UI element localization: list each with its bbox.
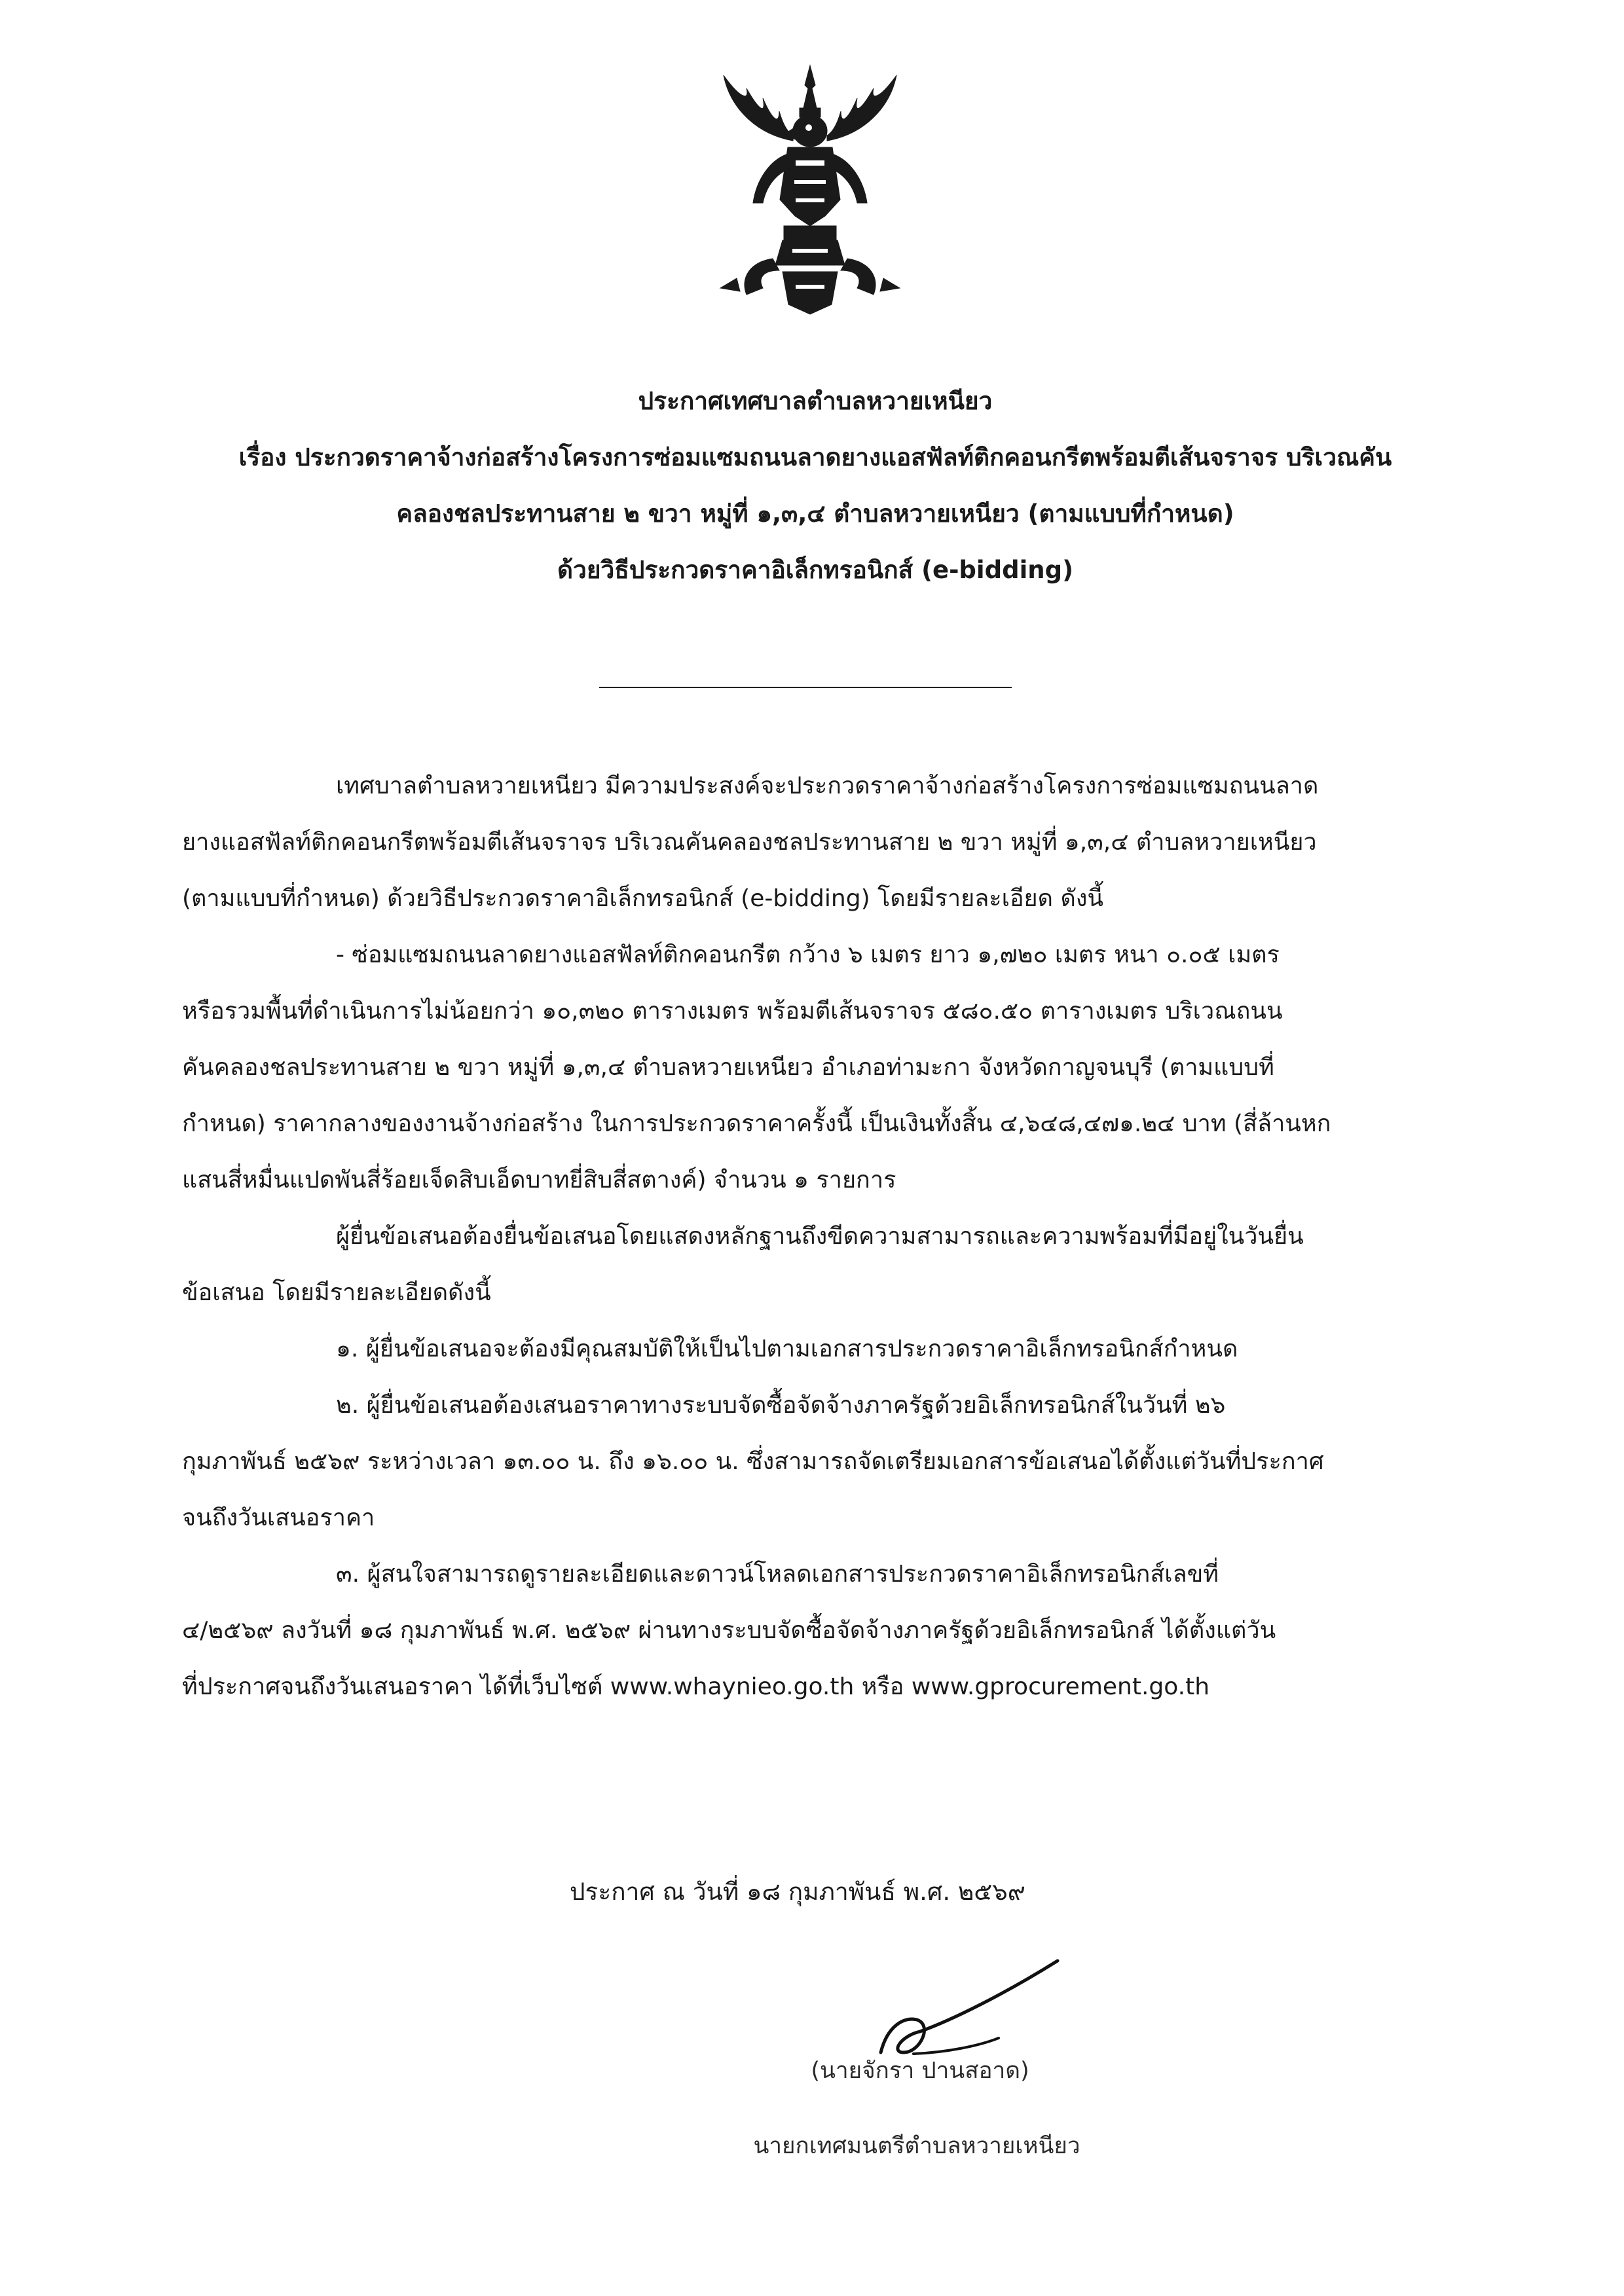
body-line: หรือรวมพื้นที่ดำเนินการไม่น้อยกว่า ๑๐,๓๒๐ ตารางเมตร พร้อมตีเส้นจราจร ๕๘๐.๕๐ ตารางเมตร บริเวณถนน [182,998,1283,1025]
subject-line: คลองชลประทานสาย ๒ ขวา หมู่ที่ ๑,๓,๔ ตำบลหวายเหนียว (ตามแบบที่กำหนด) [396,500,1234,528]
body-line: เทศบาลตำบลหวายเหนียว มีความประสงค์จะประกวดราคาจ้างก่อสร้างโครงการซ่อมแซมถนนลาด [336,773,1319,799]
body-line: - ซ่อมแซมถนนลาดยางแอสฟัลท์ติกคอนกรีต กว้าง ๖ เมตร ยาว ๑,๗๒๐ เมตร หนา ๐.๐๕ เมตร [336,941,1280,968]
body-line: ๓. ผู้สนใจสามารถดูรายละเอียดและดาวน์โหลดเอกสารประกวดราคาอิเล็กทรอนิกส์เลขที่ [336,1561,1219,1588]
announcement-title: ประกาศเทศบาลตำบลหวายเหนียว [638,387,993,415]
body-line: ๔/๒๕๖๙ ลงวันที่ ๑๘ กุมภาพันธ์ พ.ศ. ๒๕๖๙ ผ่านทางระบบจัดซื้อจัดจ้างภาครัฐด้วยอิเล็กทรอนิกส์ ได้ตั้งแต่วัน [182,1617,1276,1644]
signer-position: นายกเทศมนตรีตำบลหวายเหนียว [753,2133,1080,2159]
body-line: ๒. ผู้ยื่นข้อเสนอต้องเสนอราคาทางระบบจัดซื้อจัดจ้างภาครัฐด้วยอิเล็กทรอนิกส์ในวันที่ ๒๖ [336,1392,1226,1419]
body-line: แสนสี่หมื่นแปดพันสี่ร้อยเจ็ดสิบเอ็ดบาทยี่สิบสี่สตางค์) จำนวน ๑ รายการ [182,1167,896,1194]
body-line: ที่ประกาศจนถึงวันเสนอราคา ได้ที่เว็บไซต์ www.whaynieo.go.th หรือ www.gprocurement.go.th [182,1673,1210,1700]
body-line: กุมภาพันธ์ ๒๕๖๙ ระหว่างเวลา ๑๓.๐๐ น. ถึง ๑๖.๐๐ น. ซึ่งสามารถจัดเตรียมเอกสารข้อเสนอได้ตั้งแต่วันที่ประกาศ [182,1448,1324,1475]
document-title-block [151,373,1480,598]
subject-line: เรื่อง ประกวดราคาจ้างก่อสร้างโครงการซ่อมแซมถนนลาดยางแอสฟัลท์ติกคอนกรีตพร้อมตีเส้นจราจร บริเวณคัน [238,443,1392,471]
body-line: กำหนด) ราคากลางของงานจ้างก่อสร้าง ในการประกวดราคาครั้งนี้ เป็นเงินทั้งสิ้น ๔,๖๔๘,๔๗๑.๒๔ บาท (สี่ล้านหก [182,1110,1331,1137]
announcement-date: ประกาศ ณ วันที่ ๑๘ กุมภาพันธ์ พ.ศ. ๒๕๖๙ [570,1878,1025,1906]
body-line: ยางแอสฟัลท์ติกคอนกรีตพร้อมตีเส้นจราจร บริเวณคันคลองชลประทานสาย ๒ ขวา หมู่ที่ ๑,๓,๔ ตำบลหวายเหนียว [182,829,1317,856]
body-line: ข้อเสนอ โดยมีรายละเอียดดังนี้ [182,1279,491,1306]
body-line: (ตามแบบที่กำหนด) ด้วยวิธีประกวดราคาอิเล็กทรอนิกส์ (e-bidding) โดยมีรายละเอียด ดังนี้ [182,885,1104,912]
garuda-emblem-icon [710,62,910,318]
body-line: คันคลองชลประทานสาย ๒ ขวา หมู่ที่ ๑,๓,๔ ตำบลหวายเหนียว อำเภอท่ามะกา จังหวัดกาญจนบุรี (ตามแบบที่ [182,1054,1274,1081]
body-line: จนถึงวันเสนอราคา [182,1504,375,1531]
body-line: ผู้ยื่นข้อเสนอต้องยื่นข้อเสนอโดยแสดงหลักฐานถึงขีดความสามารถและความพร้อมที่มีอยู่ในวันยื่น [336,1223,1304,1250]
title-divider [599,687,1012,688]
announcement-body [182,758,1449,1715]
signer-name: (นายจักรา ปานสอาด) [811,2058,1029,2084]
body-line: ๑. ผู้ยื่นข้อเสนอจะต้องมีคุณสมบัติให้เป็นไปตามเอกสารประกวดราคาอิเล็กทรอนิกส์กำหนด [336,1336,1238,1362]
handwritten-signature-icon [841,1954,1090,2066]
subject-line: ด้วยวิธีประกวดราคาอิเล็กทรอนิกส์ (e-bidding) [557,556,1073,584]
